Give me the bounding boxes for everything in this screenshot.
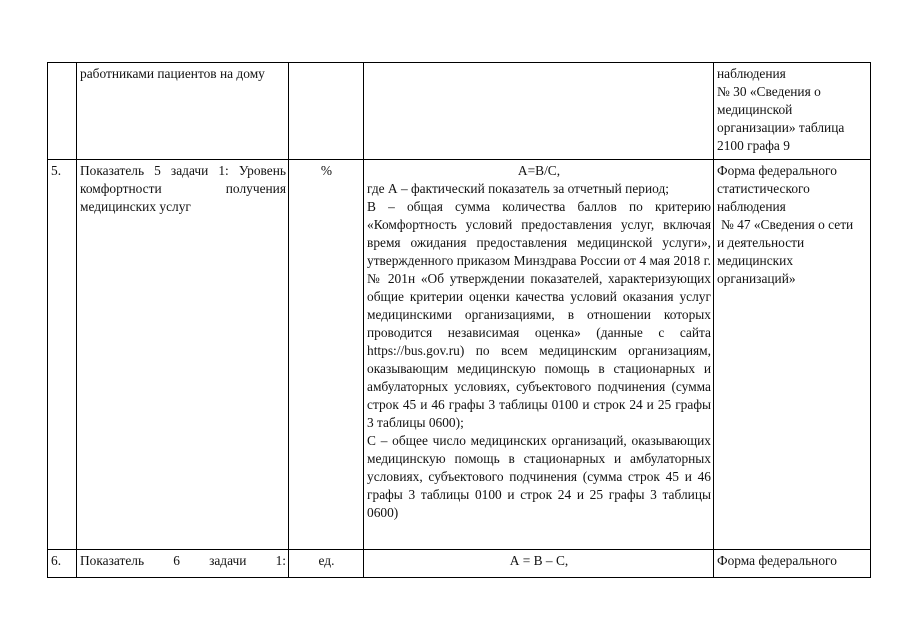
source-line: № 47 «Сведения о сети	[721, 217, 854, 232]
indicators-table	[47, 62, 871, 578]
source-line: наблюдения	[717, 199, 786, 214]
unit-cell: %	[289, 160, 364, 550]
table-row	[48, 160, 871, 550]
row-number-cell	[48, 63, 77, 160]
row-number-cell: 6.	[48, 550, 77, 578]
indicator-name-cell: Показатель 6 задачи 1:	[77, 550, 289, 578]
source-line: Форма федерального	[717, 553, 837, 568]
source-cell	[714, 160, 871, 550]
formula-cell	[364, 550, 714, 578]
source-line: медицинской	[717, 102, 793, 117]
source-cell	[714, 63, 871, 160]
source-line: организаций»	[717, 271, 796, 286]
source-line: статистического	[717, 181, 810, 196]
indicator-name-cell: работниками пациентов на дому	[77, 63, 289, 160]
source-line: и деятельности	[717, 235, 805, 250]
formula-header: А=В/С,	[517, 163, 561, 178]
source-line: № 30 «Сведения о	[717, 84, 821, 99]
source-line: 2100 графа 9	[717, 138, 790, 153]
source-cell	[714, 550, 871, 578]
unit-cell	[289, 63, 364, 160]
source-line: наблюдения	[717, 66, 786, 81]
formula-header: А = В – С,	[509, 553, 569, 568]
table-row	[48, 550, 871, 578]
indicator-name-cell: Показатель 5 задачи 1: Уровень комфортности получения медицинских услуг	[77, 160, 289, 550]
source-line: медицинских	[717, 253, 794, 268]
formula-cell	[364, 160, 714, 550]
formula-definition: В – общая сумма количества баллов по критерию «Комфортность условий предоставления услуг, включая время ожидания предоставления медицинской услуги», утвержденного приказом Минздрава России от 4 мая 2018 г. № 201н «Об утверждении показателей, характеризующих общие критерии оценки качества условий оказания услуг медицинскими организациями, в отношении которых проводится независимая оценка» (данные с сайта https://bus.gov.ru) по всем медицинским организациям, оказывающим медицинскую помощь в стационарных и амбулаторных условиях, субъектового подчинения (сумма строк 45 и 46 графы 3 таблицы 0100 и строк 24 и 25 графы 3 таблицы 0600);	[367, 199, 711, 430]
source-line: организации» таблица	[717, 120, 845, 135]
formula-cell	[364, 63, 714, 160]
row-number-cell: 5.	[48, 160, 77, 550]
formula-definition: где А – фактический показатель за отчетный период;	[367, 181, 669, 196]
source-line: Форма федерального	[717, 163, 837, 178]
unit-cell: ед.	[289, 550, 364, 578]
formula-definition: С – общее число медицинских организаций, оказывающих медицинскую помощь в стационарных и амбулаторных условиях, субъектового подчинения (сумма строк 45 и 46 графы 3 таблицы 0100 и строк 24 и 25 графы 3 таблицы 0600)	[367, 433, 711, 520]
table-row	[48, 63, 871, 160]
